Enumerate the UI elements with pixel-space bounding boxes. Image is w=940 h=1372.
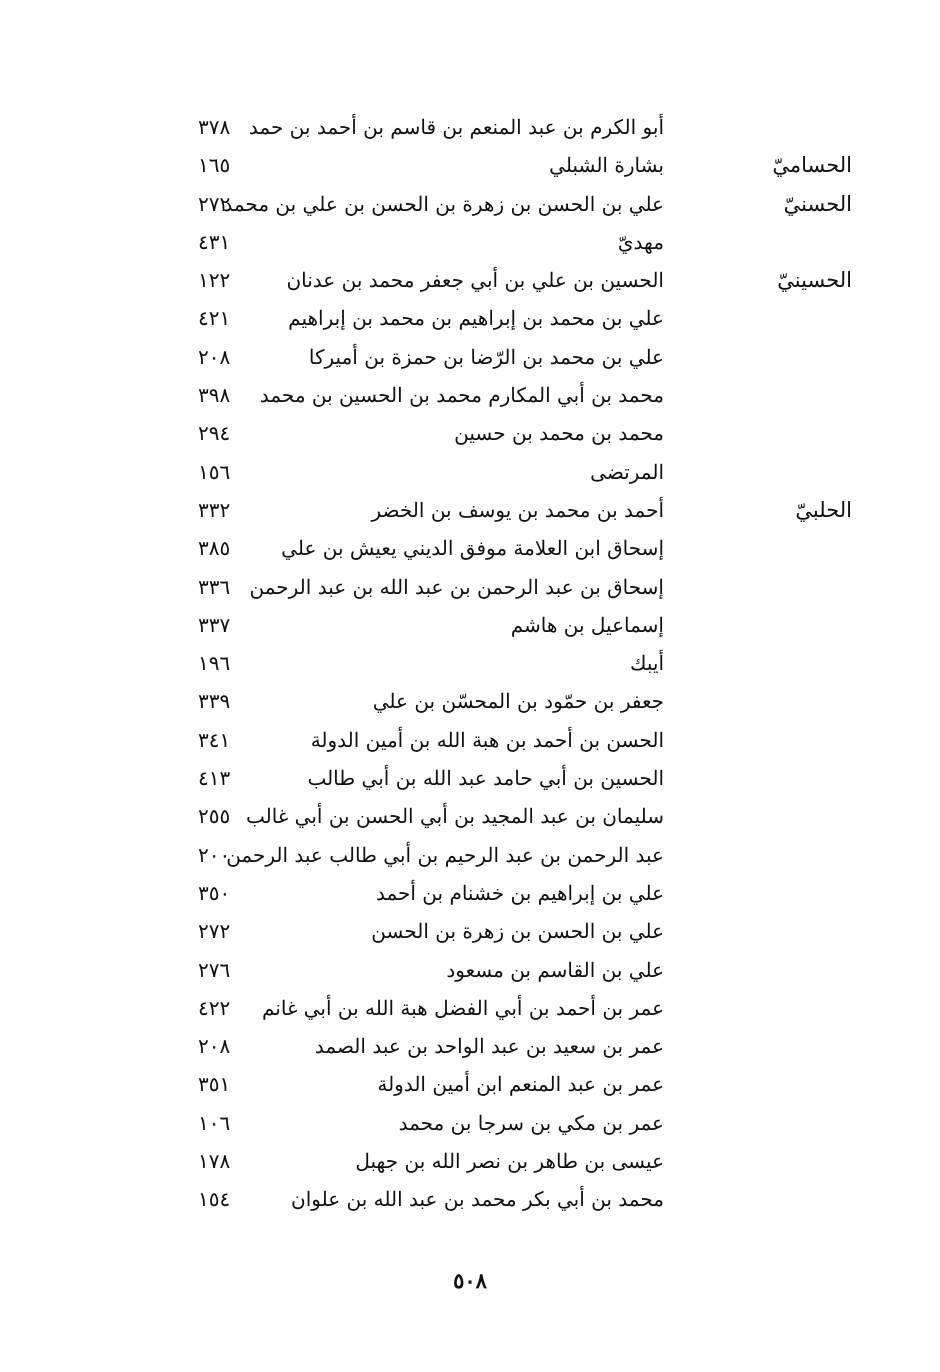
index-entry	[180, 299, 860, 337]
entry-name: جعفر بن حمّود بن المحسّن بن علي	[372, 689, 664, 714]
entry-nisba: الحساميّ	[772, 153, 852, 178]
index-entry	[180, 491, 860, 529]
index-entry	[180, 1104, 860, 1142]
index-entry	[180, 836, 860, 874]
index-entry	[180, 338, 860, 376]
entry-name: محمد بن محمد بن حسين	[454, 421, 664, 446]
entry-page-reference: ٣٣٧	[198, 612, 231, 637]
entry-name: عمر بن عبد المنعم ابن أمين الدولة	[377, 1072, 664, 1097]
index-entry	[180, 912, 860, 950]
index-entry	[180, 1027, 860, 1065]
entry-page-reference: ٣٧٨	[198, 115, 231, 139]
index-entry	[180, 721, 860, 759]
entry-page-reference: ١٩٦	[198, 651, 231, 676]
entry-name: علي بن محمد بن إبراهيم بن محمد بن إبراهيم	[288, 306, 664, 331]
entry-page-reference: ٢٧٢	[198, 919, 231, 944]
entry-page-reference: ٢٧٦	[198, 957, 231, 982]
index-entry	[180, 223, 860, 261]
page-number: ٥٠٨	[453, 1268, 487, 1293]
index-entry	[180, 568, 860, 606]
entry-name: الحسن بن أحمد بن هبة الله بن أمين الدولة	[310, 727, 664, 752]
entry-page-reference: ٢٠٨	[198, 1034, 231, 1059]
entry-page-reference: ١٢٢	[198, 268, 231, 293]
index-entry	[180, 376, 860, 414]
entry-page-reference: ٣٥٠	[198, 880, 231, 905]
entry-name: أيبك	[629, 651, 664, 676]
index-entry	[180, 989, 860, 1027]
entry-name: علي بن الحسن بن زهرة بن الحسن بن علي بن محمد	[223, 191, 664, 216]
entry-page-reference: ١٥٤	[198, 1187, 231, 1212]
entry-nisba: الحلبيّ	[795, 497, 852, 522]
entry-name: عبد الرحمن بن عبد الرحيم بن أبي طالب عبد الرحمن	[226, 842, 664, 867]
entry-name: سليمان بن عبد المجيد بن أبي الحسن بن أبي غالب	[246, 804, 664, 829]
entry-page-reference: ٢٠٠	[198, 842, 231, 867]
entry-name: عمر بن مكي بن سرجا بن محمد	[398, 1110, 664, 1135]
entry-name: محمد بن أبي بكر محمد بن عبد الله بن علوان	[291, 1187, 664, 1212]
entry-name: الحسين بن أبي حامد عبد الله بن أبي طالب	[307, 766, 664, 791]
entry-page-reference: ١٧٨	[198, 1149, 231, 1174]
entry-name: إسحاق بن عبد الرحمن بن عبد الله بن عبد الرحمن	[249, 574, 664, 599]
entry-page-reference: ٣٤١	[198, 727, 231, 752]
entry-name: محمد بن أبي المكارم محمد بن الحسين بن محمد	[259, 383, 664, 408]
index-entry	[180, 108, 860, 146]
entry-page-reference: ٣٣٩	[198, 689, 231, 714]
index-entries	[180, 108, 860, 1219]
entry-name: إسحاق ابن العلامة موفق الديني يعيش بن علي	[281, 536, 664, 561]
entry-page-reference: ٣٥١	[198, 1072, 231, 1097]
index-entry	[180, 1180, 860, 1218]
index-entry	[180, 797, 860, 835]
entry-page-reference: ١٠٦	[198, 1110, 231, 1135]
index-entry	[180, 185, 860, 223]
entry-name: علي بن محمد بن الرّضا بن حمزة بن أميركا	[308, 344, 664, 369]
index-entry	[180, 874, 860, 912]
entry-page-reference: ٣٩٨	[198, 383, 231, 408]
entry-name: عمر بن أحمد بن أبي الفضل هبة الله بن أبي غانم	[261, 995, 664, 1020]
index-entry	[180, 606, 860, 644]
entry-name: المرتضى	[590, 459, 664, 484]
index-entry	[180, 453, 860, 491]
index-entry	[180, 146, 860, 184]
entry-page-reference: ٢٥٥	[198, 804, 231, 829]
entry-page-reference: ٤٣١	[198, 229, 231, 254]
index-entry	[180, 261, 860, 299]
index-entry	[180, 529, 860, 567]
entry-page-reference: ١٦٥	[198, 153, 231, 178]
entry-name: أبو الكرم بن عبد المنعم بن قاسم بن أحمد بن حمد	[248, 115, 664, 139]
entry-name: أحمد بن محمد بن يوسف بن الخضر	[371, 497, 664, 522]
entry-page-reference: ٣٣٦	[198, 574, 231, 599]
entry-name: عمر بن سعيد بن عبد الواحد بن عبد الصمد	[314, 1034, 664, 1059]
entry-nisba: الحسينيّ	[777, 268, 852, 293]
entry-page-reference: ٢٩٤	[198, 421, 231, 446]
entry-name: بشارة الشبلي	[549, 153, 664, 178]
entry-page-reference: ٢٠٨	[198, 344, 231, 369]
index-entry	[180, 644, 860, 682]
entry-name: مهديّ	[617, 229, 664, 254]
entry-name: عيسى بن طاهر بن نصر الله بن جهبل	[355, 1149, 664, 1174]
entry-name: إسماعيل بن هاشم	[510, 612, 664, 637]
index-entry	[180, 414, 860, 452]
index-entry	[180, 759, 860, 797]
entry-page-reference: ٤٢١	[198, 306, 231, 331]
entry-name: علي بن القاسم بن مسعود	[446, 957, 664, 982]
entry-page-reference: ٤١٣	[198, 766, 231, 791]
entry-name: الحسين بن علي بن أبي جعفر محمد بن عدنان	[286, 268, 664, 293]
entry-page-reference: ٤٢٢	[198, 995, 231, 1020]
index-entry	[180, 682, 860, 720]
entry-nisba: الحسنيّ	[783, 191, 852, 216]
entry-page-reference: ١٥٦	[198, 459, 231, 484]
entry-page-reference: ٣٨٥	[198, 536, 231, 561]
entry-name: علي بن الحسن بن زهرة بن الحسن	[371, 919, 664, 944]
index-entry	[180, 1065, 860, 1103]
entry-page-reference: ٣٣٢	[198, 497, 231, 522]
entry-page-reference: ٢٧٢	[198, 191, 231, 216]
index-entry	[180, 1142, 860, 1180]
entry-name: علي بن إبراهيم بن خشنام بن أحمد	[375, 880, 664, 905]
index-entry	[180, 951, 860, 989]
